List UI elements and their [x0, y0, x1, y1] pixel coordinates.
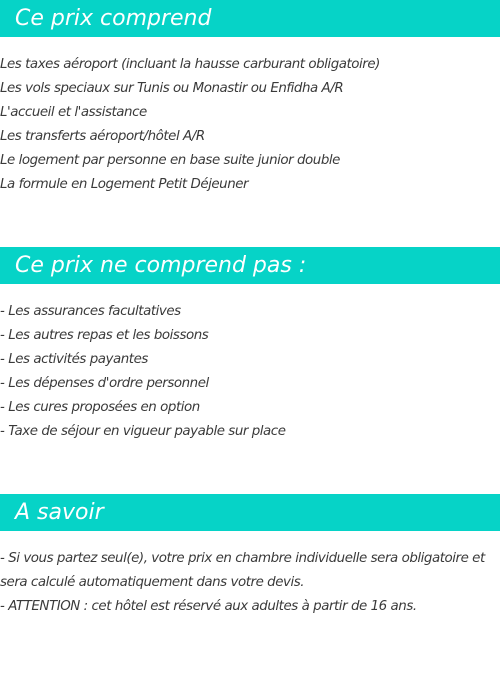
list-item: Les vols speciaux sur Tunis ou Monastir ou Enfidha A/R: [0, 81, 344, 96]
list-item: La formule en Logement Petit Déjeuner: [0, 177, 249, 192]
list-item: - Les dépenses d'ordre personnel: [0, 376, 209, 391]
list-item: - Les activités payantes: [0, 352, 148, 367]
list-item: - Les autres repas et les boissons: [0, 328, 209, 343]
list-item: - Taxe de séjour en vigueur payable sur place: [0, 424, 286, 439]
single-room-note-line2: sera calculé automatiquement dans votre devis.: [0, 575, 305, 590]
includes-title: Ce prix comprend: [15, 6, 212, 31]
info-title: A savoir: [15, 500, 104, 525]
single-room-note-line1: - Si vous partez seul(e), votre prix en chambre individuelle sera obligatoire et: [0, 551, 485, 566]
includes-header: [0, 0, 500, 37]
list-item: L'accueil et l'assistance: [0, 105, 147, 120]
excludes-list: [0, 300, 500, 444]
list-item: Les taxes aéroport (incluant la hausse carburant obligatoire): [0, 57, 380, 72]
list-item: Les transferts aéroport/hôtel A/R: [0, 129, 205, 144]
list-item: - Les cures proposées en option: [0, 400, 200, 415]
info-text: [0, 547, 495, 619]
excludes-title: Ce prix ne comprend pas :: [15, 253, 307, 278]
includes-list: [0, 53, 500, 197]
list-item: - Les assurances facultatives: [0, 304, 181, 319]
list-item: Le logement par personne en base suite junior double: [0, 153, 340, 168]
excludes-header: [0, 247, 500, 284]
adults-only-note: - ATTENTION : cet hôtel est réservé aux adultes à partir de 16 ans.: [0, 599, 417, 614]
info-header: [0, 494, 500, 531]
